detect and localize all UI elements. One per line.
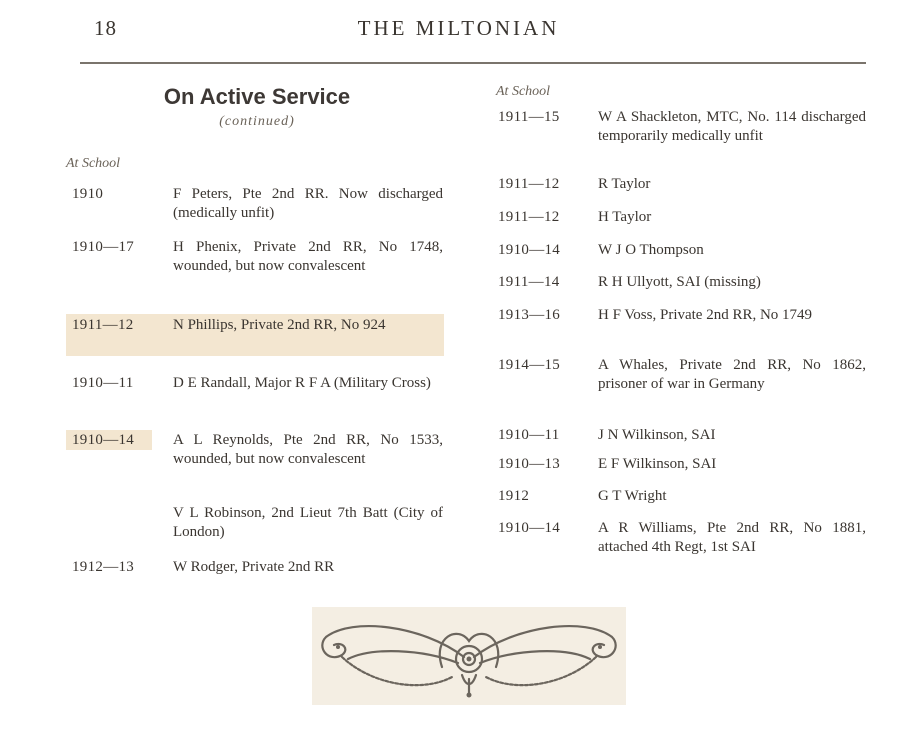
entry-text: N Phillips, Private 2nd RR, No 924 bbox=[173, 317, 386, 333]
left-column-label: At School bbox=[66, 156, 121, 171]
list-item bbox=[72, 238, 443, 276]
entry-text: A R Williams, Pte 2nd RR, No 1881, attached 4th Regt, 1st SAI bbox=[598, 520, 866, 555]
list-item bbox=[498, 455, 866, 474]
entry-text: F Peters, Pte 2nd RR. Now discharged (medically unfit) bbox=[173, 186, 443, 221]
list-item bbox=[498, 519, 866, 557]
entry-text: R Taylor bbox=[598, 176, 651, 192]
entry-years: 1911—12 bbox=[498, 176, 560, 192]
entry-text: A Whales, Private 2nd RR, No 1862, prisoner of war in Germany bbox=[598, 357, 866, 392]
entry-text: W J O Thompson bbox=[598, 242, 704, 258]
list-item bbox=[498, 426, 866, 445]
list-item bbox=[498, 208, 866, 227]
list-item bbox=[498, 306, 866, 325]
entry-text: J N Wilkinson, SAI bbox=[598, 427, 716, 443]
journal-title: THE MILTONIAN bbox=[357, 16, 560, 40]
entry-text: D E Randall, Major R F A (Military Cross) bbox=[173, 375, 431, 391]
entry-text: H Phenix, Private 2nd RR, No 1748, wounded, but now convalescent bbox=[173, 239, 443, 274]
list-item bbox=[72, 558, 443, 577]
list-item bbox=[498, 273, 866, 292]
entry-years: 1911—15 bbox=[498, 109, 560, 125]
entry-years: 1910—14 bbox=[72, 432, 135, 448]
list-item bbox=[72, 504, 443, 542]
list-item bbox=[498, 487, 866, 506]
entry-text: W A Shackleton, MTC, No. 114 discharged temporarily medically unfit bbox=[598, 109, 866, 144]
entry-years: 1911—12 bbox=[72, 317, 134, 333]
entry-text: W Rodger, Private 2nd RR bbox=[173, 559, 335, 575]
list-item bbox=[72, 316, 443, 335]
entry-years: 1912—13 bbox=[72, 559, 135, 575]
right-column-label: At School bbox=[496, 84, 551, 99]
floral-scroll-ornament-icon bbox=[312, 607, 626, 705]
entry-years: 1910—14 bbox=[498, 520, 561, 536]
entry-text: H Taylor bbox=[598, 209, 652, 225]
entry-years: 1910—14 bbox=[498, 242, 561, 258]
entry-years: 1913—16 bbox=[498, 307, 561, 323]
entry-text: H F Voss, Private 2nd RR, No 1749 bbox=[598, 307, 813, 323]
entry-years: 1910—13 bbox=[498, 456, 561, 472]
entry-years: 1911—12 bbox=[498, 209, 560, 225]
entry-years: 1910—17 bbox=[72, 239, 135, 255]
entry-years: 1910—11 bbox=[72, 375, 134, 391]
list-item bbox=[72, 374, 443, 393]
section-subtitle: (continued) bbox=[219, 114, 295, 129]
entry-years: 1910 bbox=[72, 186, 104, 202]
list-item bbox=[498, 108, 866, 146]
entry-years: 1910—11 bbox=[498, 427, 560, 443]
entry-years bbox=[72, 504, 173, 542]
entry-years: 1911—14 bbox=[498, 274, 560, 290]
entry-text: R H Ullyott, SAI (missing) bbox=[598, 274, 761, 290]
header-rule bbox=[80, 62, 866, 64]
list-item bbox=[72, 431, 443, 469]
list-item bbox=[498, 175, 866, 194]
entry-years: 1912 bbox=[498, 488, 530, 504]
page-number: 18 bbox=[94, 16, 117, 40]
entry-text: A L Reynolds, Pte 2nd RR, No 1533, wounded, but now convalescent bbox=[173, 432, 443, 467]
entry-years: 1914—15 bbox=[498, 357, 561, 373]
ornament-drawing bbox=[312, 607, 626, 705]
list-item bbox=[498, 241, 866, 260]
section-title: On Active Service bbox=[163, 84, 351, 109]
entry-text: V L Robinson, 2nd Lieut 7th Batt (City of London) bbox=[173, 505, 443, 540]
list-item bbox=[72, 185, 443, 223]
entry-text: E F Wilkinson, SAI bbox=[598, 456, 717, 472]
list-item bbox=[498, 356, 866, 394]
entry-text: G T Wright bbox=[598, 488, 667, 504]
